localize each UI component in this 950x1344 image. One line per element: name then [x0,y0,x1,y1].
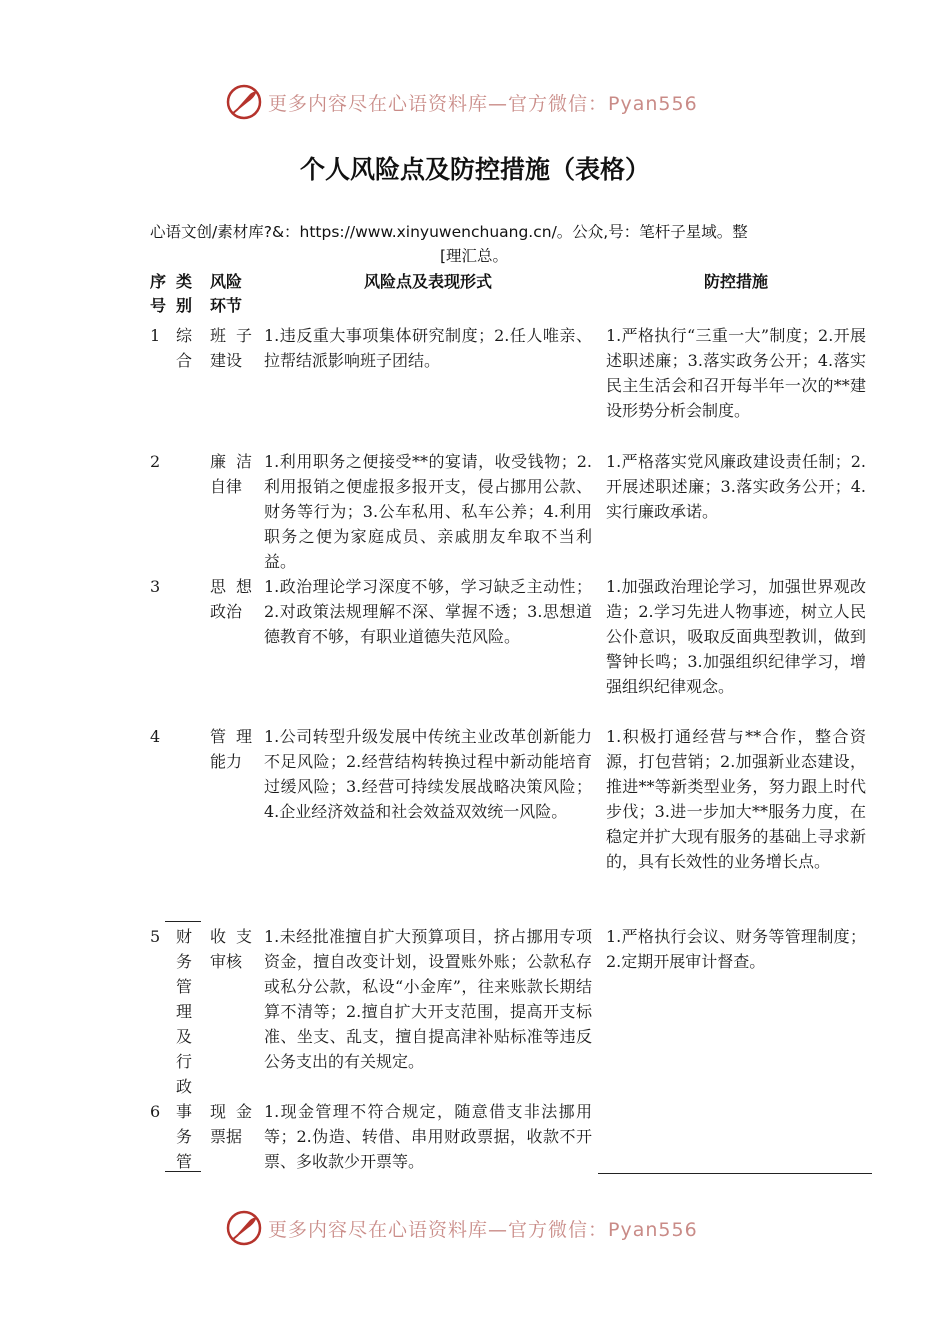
row-1-num: 1 [150,326,161,345]
row-6-category: 事务管 [175,1102,192,1171]
row-6-phase: 现金票据 [210,1102,252,1146]
row-1-phase: 班子建设 [210,326,252,370]
row-5-category: 财务管理及行政 [175,927,192,1096]
header-risk: 风险点及表现形式 [363,272,492,291]
row-5-risk: 1.未经批准擅自扩大预算项目，挤占挪用专项资金，擅自改变计划，设置账外账；公款私存或私分公款，私设“小金库”，往来账款长期结算不清等；2.擅自扩大开支范围，提高开支标准、坐支、乱支，擅自提高津补贴标准等违反公务支出的有关规定。 [264,927,592,1071]
category-divider [165,921,201,922]
page-title: 个人风险点及防控措施（表格） [299,155,650,184]
header-num: 序号 [150,272,167,315]
header-category: 类别 [176,272,193,315]
quill-pen-icon [226,1210,262,1246]
table-bottom-rule-left [165,1171,201,1172]
row-2-risk: 1.利用职务之便接受**的宴请，收受钱物；2.利用报销之便虚报多报开支，侵占挪用公款、财务等行为；3.公车私用、私车公养；4.利用职务之便为家庭成员、亲戚朋友牟取不当利益。 [264,452,592,571]
row-3-risk: 1.政治理论学习深度不够，学习缺乏主动性；2.对政策法规理解不深、掌握不透；3.思想道德教育不够，有职业道德失范风险。 [264,577,592,646]
header-measure: 防控措施 [703,272,768,291]
quill-pen-icon [226,84,262,120]
banner-text: 更多内容尽在心语资料库—官方微信：Pyan556 [268,92,698,115]
row-3-phase: 思想政治 [210,577,252,621]
footer-banner [226,1206,746,1250]
row-4-num: 4 [150,727,161,746]
row-2-measure: 1.严格落实党风廉政建设责任制；2.开展述职述廉；3.落实政务公开；4.实行廉政承诺。 [606,452,866,521]
row-2-num: 2 [150,452,161,471]
row-5-measure: 1.严格执行会议、财务等管理制度；2.定期开展审计督查。 [606,927,866,971]
header-banner [226,80,746,124]
row-2-phase: 廉洁自律 [210,452,252,496]
row-3-measure: 1.加强政治理论学习，加强世界观改造；2.学习先进人物事迹，树立人民公仆意识，吸取反面典型教训，做到警钟长鸣；3.加强组织纪律学习，增强组织纪律观念。 [606,577,866,696]
row-6-num: 6 [150,1102,161,1121]
banner-text: 更多内容尽在心语资料库—官方微信：Pyan556 [268,1218,698,1241]
row-4-phase: 管理能力 [210,727,252,771]
source-line [150,220,810,268]
row-1-measure: 1.严格执行“三重一大”制度；2.开展述职述廉；3.落实政务公开；4.落实民主生活会和召开每半年一次的**建设形势分析会制度。 [606,326,866,420]
table-bottom-rule-right [598,1173,872,1174]
source-line-1: 心语文创/素材库?&：https://www.xinyuwenchuang.cn/。公众,号：笔杆子星域。整 [150,223,748,241]
row-4-measure: 1.积极打通经营与**合作，整合资源，打包营销；2.加强新业态建设，推进**等新类型业务，努力跟上时代步伐；3.进一步加大**服务力度，在稳定并扩大现有服务的基础上寻求新的，具有长效性的业务增长点。 [606,727,866,871]
row-5-phase: 收支审核 [210,927,252,971]
row-3-num: 3 [150,577,161,596]
row-1-risk: 1.违反重大事项集体研究制度；2.任人唯亲、拉帮结派影响班子团结。 [264,326,592,370]
row-4-risk: 1.公司转型升级发展中传统主业改革创新能力不足风险；2.经营结构转换过程中新动能培育过缓风险；3.经营可持续发展战略决策风险；4.企业经济效益和社会效益双效统一风险。 [264,727,592,821]
header-phase: 风险环节 [210,272,243,315]
row-5-num: 5 [150,927,161,946]
row-1-category: 综合 [175,326,192,370]
source-line-2: [理汇总。 [440,247,509,265]
row-6-risk: 1.现金管理不符合规定，随意借支非法挪用等；2.伪造、转借、串用财政票据，收款不开票、多收款少开票等。 [264,1102,592,1171]
